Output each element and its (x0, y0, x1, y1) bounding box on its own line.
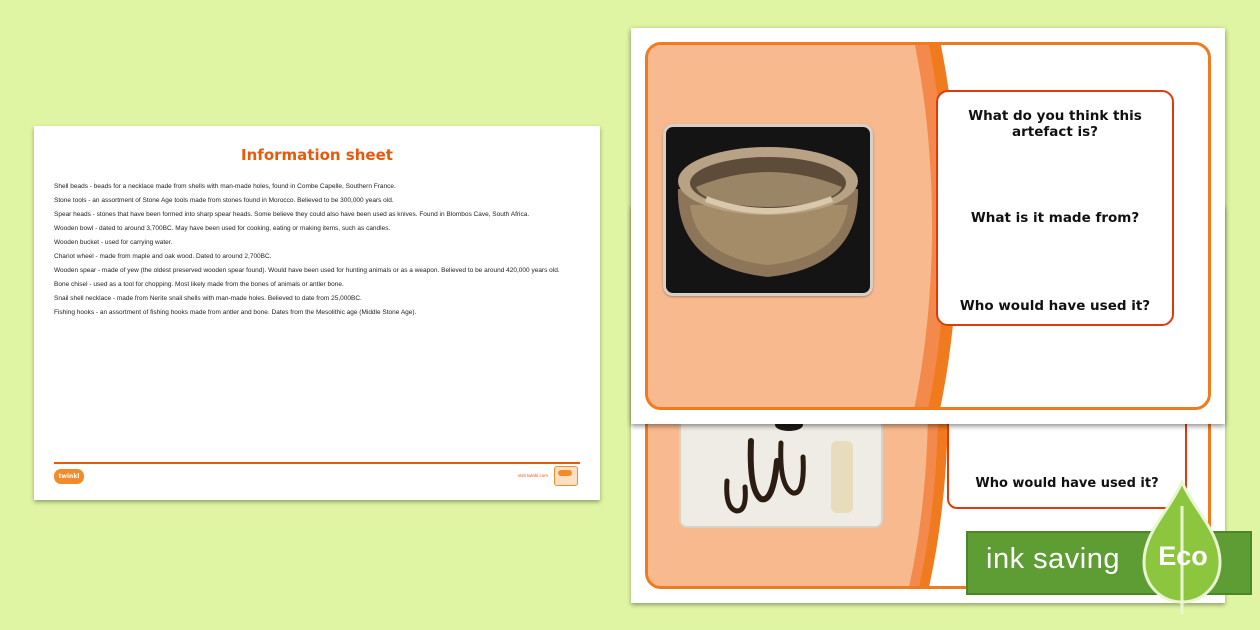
twinkl-url: visit twinkl.com (517, 473, 548, 478)
info-entry: Spear heads - stones that have been formed into sharp spear heads. Some believe they could also have been used as knives. Found in Blombos Cave, South Africa. (54, 211, 530, 218)
information-sheet-list (54, 182, 580, 322)
info-entry: Bone chisel - used as a tool for chopping. Most likely made from the bones of animals or antler bone. (54, 281, 344, 288)
info-entry: Wooden spear - made of yew (the oldest preserved wooden spear found). Would have been used for hunting animals or as a weapon. Believed to be around 420,000 years old. (54, 267, 560, 274)
info-entry: Fishing hooks - an assortment of fishing hooks made from antler and bone. Dates from the Mesolithic age (Middle Stone Age). (54, 309, 417, 316)
eco-label: Eco (1158, 541, 1208, 571)
info-entry: Shell beads - beads for a necklace made from shells with man-made holes, found in Combe Capelle, Southern France. (54, 183, 396, 190)
info-entry: Wooden bucket - used for carrying water. (54, 239, 173, 246)
question-text: What do you think this artefact is? (968, 108, 1142, 140)
wooden-bowl-image (666, 127, 870, 293)
information-sheet-title: Information sheet (241, 146, 393, 164)
wooden-bowl-photo (663, 124, 873, 296)
info-entry: Stone tools - an assortment of Stone Age tools made from stones found in Morocco. Believed to be 300,000 years old. (54, 197, 394, 204)
activity-card-front[interactable] (631, 28, 1225, 424)
information-sheet[interactable] (34, 126, 600, 500)
twinkl-logo: twinkl (54, 469, 84, 484)
info-entry: Wooden bowl - dated to around 3,700BC. May have been used for cooking, eating or making items, such as candles. (54, 225, 391, 232)
question-text: What is it made from? (970, 210, 1140, 226)
fishing-hooks-image (681, 421, 881, 526)
fishing-hooks-photo (679, 419, 883, 528)
twinkl-badge-icon (554, 466, 578, 486)
ink-saving-text: ink saving (986, 543, 1120, 575)
info-entry: Chariot wheel - made from maple and oak wood. Dated to around 2,700BC. (54, 253, 272, 260)
question-text: Who would have used it? (959, 298, 1151, 314)
question-box (936, 90, 1174, 326)
question-text: Who would have used it? (975, 476, 1159, 491)
footer-divider (54, 462, 580, 464)
info-entry: Snail shell necklace - made from Nerite snail shells with man-made holes. Believed to date from 25,000BC. (54, 295, 362, 302)
